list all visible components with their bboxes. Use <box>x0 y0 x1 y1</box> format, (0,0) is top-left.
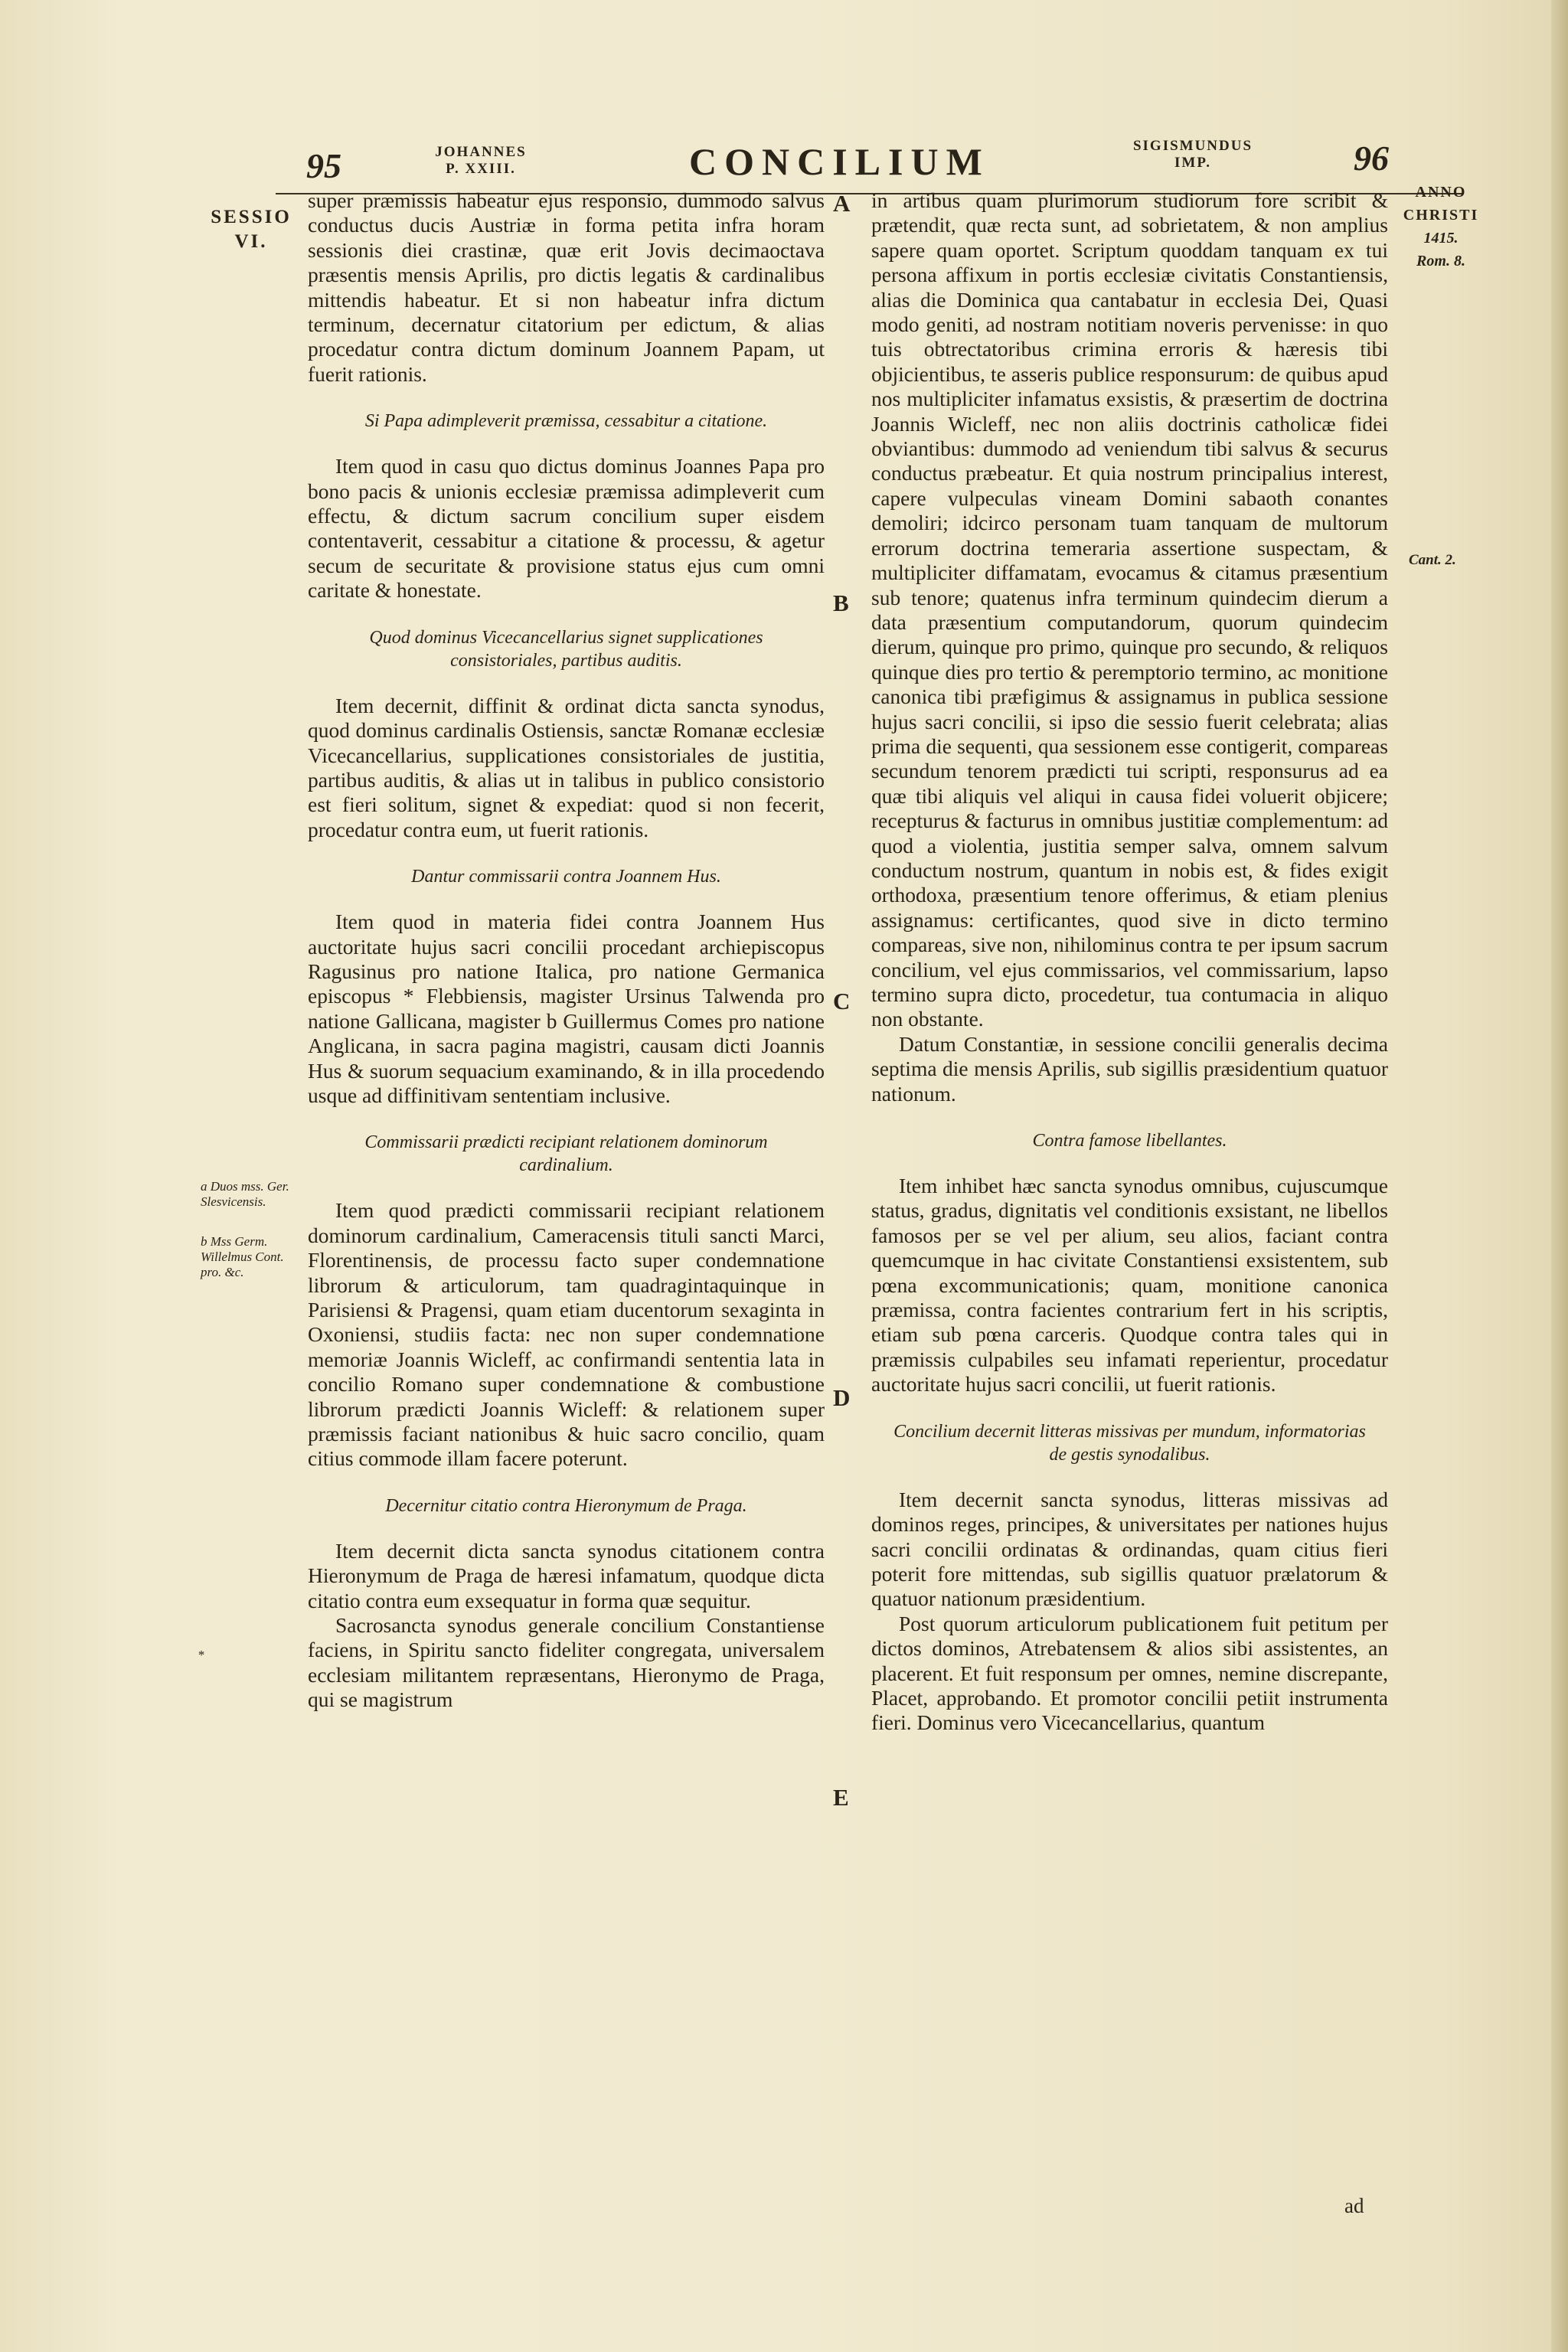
christi-label: CHRISTI <box>1403 207 1479 224</box>
running-title: CONCILIUM <box>689 140 990 183</box>
pope-number: P. XXIII. <box>446 161 516 177</box>
right-heading-1: Contra famose libellantes. <box>1032 1131 1227 1152</box>
sessio-label: SESSIO <box>211 207 292 227</box>
right-heading-2: Concilium decernit litteras missivas per mundum, informatorias de gestis synodalibus. <box>893 1421 1366 1465</box>
anno-label: ANNO <box>1415 184 1467 201</box>
emperor-name: SIGISMUNDUS <box>1132 138 1253 154</box>
left-heading-5: Decernitur citatio contra Hieronymum de Praga. <box>385 1495 747 1516</box>
running-header <box>0 138 1568 191</box>
left-heading-4: Commissarii prædicti recipiant relationem dominorum cardinalium. <box>364 1132 768 1176</box>
page-number-right: 96 <box>1354 139 1389 178</box>
left-column <box>308 188 825 1713</box>
running-head-pope <box>420 144 542 178</box>
right-column <box>871 188 1388 1736</box>
left-paragraph-4: Item quod in materia fidei contra Joannem Hus auctoritate hujus sacri concilii procedant archiepiscopus Ragusinus pro natione Italica, pro natione Germanica episcopus * Flebbiensis, magister Ursinus Talwenda pro natione Gallicana, magister b Guillermus Comes pro natione Anglicana, in sacra pagina magistri, causam dicti Joannis Hus & suorum sequacium examinando, & in illa procedendo usque ad diffinitivam sententiam inclusive. <box>308 910 825 1107</box>
session-margin-label <box>205 205 297 254</box>
left-paragraph-1: super præmissis habeatur ejus responsio, dummodo salvus conductus ducis Austriæ in forma petita infra horam sessionis diei crastinæ, quæ erit Jovis decimaoctava præsentis mensis Aprilis, pro dictis legatis & cardinalibus mittendis habeatur. Et si non habeatur infra dictum terminum, decernatur citatorium per edictum, & alias procedatur contra dictum dominum Joannem Papam, ut fuerit rationis. <box>308 188 825 386</box>
left-paragraph-5: Item quod prædicti commissarii recipiant relationem dominorum cardinalium, Cameracensis tituli sancti Marci, Florentinensis, de processu facto super condemnatione librorum & articulorum, tam quadragintaquinque in Parisiensi & Pragensi, quam etiam ducentorum sexaginta in Oxoniensi, studiis facta: nec non super condemnatione memoriæ Joannis Wicleff, ac confirmandi sententia lata in concilio Romano super condemnatione & combustione librorum prædicti Joannis Wicleff: & relationem super præmissis faciant nationibus & huic sacro concilio, quam citius commode illam facere poterunt. <box>308 1198 825 1471</box>
left-heading-1: Si Papa adimpleverit præmissa, cessabitur a citatione. <box>364 411 768 432</box>
right-paragraph-5: Post quorum articulorum publicationem fuit petitum per dictos dominos, Atrebatensem & alios sibi assistentes, an placerent. Et fuit responsum per omnes, nemine discrepante, Placet, approbando. Et promotor concilii petiit instrumenta fieri. Dominus vero Vicecancellarius, quantum <box>871 1611 1388 1735</box>
pope-name: JOHANNES <box>435 144 527 160</box>
left-paragraph-7: Sacrosancta synodus generale concilium Constantiense faciens, in Spiritu sancto fideliter congregata, universalem ecclesiam militantem repræsentans, Hieronymo de Praga, qui se magistrum <box>308 1613 825 1712</box>
running-head-emperor <box>1132 138 1254 172</box>
section-letter-a: A <box>833 190 851 217</box>
left-paragraph-2: Item quod in casu quo dictus dominus Joannes Papa pro bono pacis & unionis ecclesiæ præmissa adimpleverit cum effectu, & dictum sacrum concilium super eisdem contentaverit, cessabitur a citatione & processu, & agetur secum de securitate & provisione status ejus cum omni caritate & honestate. <box>308 454 825 603</box>
section-letter-c: C <box>833 988 851 1014</box>
right-paragraph-2: Datum Constantiæ, in sessione concilii generalis decima septima die mensis Aprilis, sub sigillis præsidentium quatuor nationum. <box>871 1031 1388 1106</box>
right-paragraph-1: in artibus quam plurimorum studiorum fore scribit & prætendit, quæ recta sunt, ad sobrietatem, & non amplius sapere quam oportet. Scriptum quoddam tanquam ex tui persona affixum in portis ecclesiæ civitatis Constantiensis, alias die Dominica qua cantabatur in ecclesia Dei, Quasi modo geniti, ad nostram notitiam noveris pervenisse: in quo tuis obtrectatoribus crimina erroris & hæresis tibi objicientibus, te asseris publice responsurum: de quibus apud nos multipliciter infamatus exsistis, & præsertim de doctrina Joannis Wicleff, nec non aliis doctrinis catholicæ fidei obviantibus: dummodo ad veniendum tibi salvus & securus conductus præbeatur. Et quia nostrum principalius interest, capere vulpeculas vineam Domini sabaoth conantes demoliri; idcirco personam tuam tanquam de multorum errorum doctrina temeraria assertione suspectam, & multipliciter diffamatam, evocamus & citamus præsentium sub tenore; quatenus infra terminum quindecim dierum a data præsentium computandorum, quorum quindecim dierum, quinque pro primo, quinque pro secundo, & reliquos quinque dies pro tertio & peremptorio termino, ac monitione canonica tibi præfigimus & assignamus in publica sessione hujus sacri concilii, si ipso die sessio fuerit celebrata; alias prima die sequenti, qua sessionem esse contigerit, compareas secundum tenorem prædicti tui scripti, responsurus ad ea quæ tibi aliquis vel aliqui in causa fidei voluerit objicere; recepturus & facturus in omnibus justitiæ complementum: ad quod a violentia, justitia semper salva, omnem salvum conductum nostrum, quantum in nobis est, & fides exigit orthodoxa, præsentium tenore offerimus, & etiam plenius assignamus: certificantes, quod sive in dicto termino compareas, sive non, nihilominus contra te per ipsum sacrum concilium, vel ejus commissarios, vel commissarium, lapso termino supra dicto, procedetur, tua contumacia in aliquo non obstante. <box>871 188 1388 1031</box>
ref-romans: Rom. 8. <box>1416 253 1465 270</box>
section-letter-b: B <box>833 590 849 616</box>
year-margin-label <box>1395 181 1487 273</box>
section-letter-d: D <box>833 1384 851 1411</box>
left-paragraph-3: Item decernit, diffinit & ordinat dicta sancta synodus, quod dominus cardinalis Ostiensis, sanctæ Romanæ ecclesiæ Vicecancellarius, supplicationes consistoriales de justitia, partibus auditis, & alias ut in talibus in publico consistorio est fieri solitum, signet & expediat: quod si non fecerit, procedatur contra eum, ut fuerit rationis. <box>308 693 825 841</box>
page-edge <box>1551 0 1568 2352</box>
year-value: 1415. <box>1423 230 1459 247</box>
sessio-number: VI. <box>234 231 268 252</box>
page-number-left: 95 <box>306 146 341 185</box>
footnote-a: a Duos mss. Ger. Slesvicensis. <box>201 1179 289 1209</box>
footnote-b: b Mss Germ. Willelmus Cont. pro. &c. <box>201 1234 284 1279</box>
emperor-title: IMP. <box>1174 155 1211 171</box>
margin-mark: * <box>198 1648 204 1662</box>
left-heading-3: Dantur commissarii contra Joannem Hus. <box>411 867 721 887</box>
right-paragraph-4: Item decernit sancta synodus, litteras missivas ad dominos reges, principes, & universitates per nationes hujus sacri concilii ordinatas & ordinandas, quam citius fieri poterit fore mittendas, sub sigillis quatuor prælatorum & quatuor nationum præsidentium. <box>871 1487 1388 1611</box>
ref-canticles: Cant. 2. <box>1409 552 1456 568</box>
left-paragraph-6: Item decernit dicta sancta synodus citationem contra Hieronymum de Praga de hæresi infamatum, quodque dicta citatio contra eum exsequatur in forma quæ sequitur. <box>308 1538 825 1612</box>
section-letter-e: E <box>833 1784 849 1811</box>
left-heading-2: Quod dominus Vicecancellarius signet supplicationes consistoriales, partibus auditis. <box>369 627 763 671</box>
catchword: ad <box>1344 2194 1364 2217</box>
right-paragraph-3: Item inhibet hæc sancta synodus omnibus, cujuscumque status, gradus, dignitatis vel conditionis exsistant, ne libellos famosos per se vel per alium, seu alios, faciant contra quemcumque in hac civitate Constantiensi exsistentem, sub pœna excommunicationis; quam, monitione canonica præmissa, contra facientes contrarium fert in his scriptis, etiam sub pœna carceris. Quodque contra tales qui in præmissis culpabiles seu infamati reperientur, procedatur auctoritate hujus sacri concilii, ut fuerit rationis. <box>871 1174 1388 1396</box>
